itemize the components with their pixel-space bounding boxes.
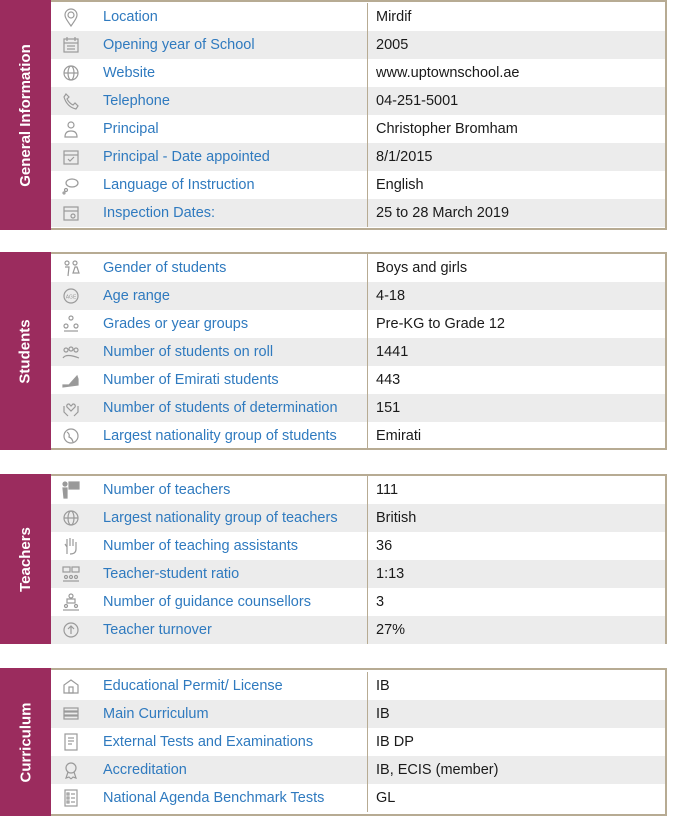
column-divider [367, 366, 368, 394]
column-divider [367, 31, 368, 59]
info-table [51, 252, 667, 450]
column-divider [367, 532, 368, 560]
row-value: 1:13 [376, 566, 405, 582]
column-divider [367, 254, 368, 282]
column-divider [367, 784, 368, 812]
calendar-search-icon [61, 203, 81, 223]
table-row [51, 588, 665, 616]
phone-icon [61, 91, 81, 111]
table-row [51, 338, 665, 366]
row-value: 04-251-5001 [376, 93, 459, 109]
table-row [51, 366, 665, 394]
row-label: Number of guidance counsellors [103, 594, 311, 610]
calendar-check-icon [61, 147, 81, 167]
table-row [51, 171, 665, 199]
teacher-board-icon [61, 480, 81, 500]
row-value: 151 [376, 400, 401, 416]
info-table [51, 474, 667, 644]
column-divider [367, 115, 368, 143]
column-divider [367, 728, 368, 756]
row-value: 111 [376, 482, 399, 498]
row-value: Emirati [376, 428, 422, 444]
speech-bubble-icon [61, 175, 81, 195]
table-row [51, 504, 665, 532]
table-row [51, 59, 665, 87]
checklist-icon [61, 788, 81, 808]
gender-icon [61, 258, 81, 278]
section-students [0, 252, 673, 450]
row-label: Teacher turnover [103, 622, 212, 638]
column-divider [367, 310, 368, 338]
column-divider [367, 756, 368, 784]
row-label: Largest nationality group of students [103, 428, 337, 444]
section-sidebar [0, 0, 51, 230]
row-label: Gender of students [103, 260, 227, 276]
table-row [51, 254, 665, 282]
table-row [51, 532, 665, 560]
section-sidebar [0, 668, 51, 816]
table-row [51, 199, 665, 227]
column-divider [367, 87, 368, 115]
column-divider [367, 504, 368, 532]
crowd-icon [61, 342, 81, 362]
section-sidebar [0, 474, 51, 644]
world-icon [61, 426, 81, 446]
section-title: Curriculum [17, 701, 35, 783]
row-value: British [376, 510, 417, 526]
table-row [51, 3, 665, 31]
table-row [51, 476, 665, 504]
table-row [51, 672, 665, 700]
row-value: 25 to 28 March 2019 [376, 205, 510, 221]
row-value: Pre-KG to Grade 12 [376, 316, 505, 332]
column-divider [367, 282, 368, 310]
uae-map-icon [61, 370, 81, 390]
globe-icon [61, 63, 81, 83]
row-value: Boys and girls [376, 260, 468, 276]
table-row [51, 784, 665, 812]
row-value: Christopher Bromham [376, 121, 518, 137]
row-label: Main Curriculum [103, 706, 209, 722]
row-value: 1441 [376, 344, 409, 360]
row-label: Age range [103, 288, 170, 304]
row-value: IB [376, 706, 390, 722]
row-label: Location [103, 9, 158, 25]
table-row [51, 756, 665, 784]
section-curriculum [0, 668, 673, 816]
row-label: Largest nationality group of teachers [103, 510, 338, 526]
table-row [51, 422, 665, 450]
turnover-icon [61, 620, 81, 640]
table-row [51, 115, 665, 143]
row-value: 443 [376, 372, 401, 388]
calendar-icon [61, 35, 81, 55]
globe-icon [61, 508, 81, 528]
column-divider [367, 171, 368, 199]
table-row [51, 728, 665, 756]
section-sidebar [0, 252, 51, 450]
row-value: 2005 [376, 37, 409, 53]
row-label: Website [103, 65, 156, 81]
row-label: National Agenda Benchmark Tests [103, 790, 325, 806]
row-value: 8/1/2015 [376, 149, 433, 165]
counsellor-icon [61, 592, 81, 612]
row-value: 3 [376, 594, 385, 610]
table-row [51, 616, 665, 644]
row-value: www.uptownschool.ae [376, 65, 520, 81]
row-label: Language of Instruction [103, 177, 255, 193]
row-label: Number of students on roll [103, 344, 274, 360]
column-divider [367, 560, 368, 588]
row-label: Opening year of School [103, 37, 255, 53]
row-value: GL [376, 790, 396, 806]
hand-icon [61, 536, 81, 556]
section-teachers [0, 474, 673, 644]
ratio-icon [61, 564, 81, 584]
row-value: 36 [376, 538, 393, 554]
row-label: Principal - Date appointed [103, 149, 270, 165]
row-label: Teacher-student ratio [103, 566, 240, 582]
column-divider [367, 143, 368, 171]
info-table [51, 0, 667, 230]
section-title: General Information [17, 43, 34, 187]
table-row [51, 282, 665, 310]
row-value: 27% [376, 622, 406, 638]
section-title: Students [17, 318, 35, 384]
age-icon [61, 286, 81, 306]
person-icon [61, 119, 81, 139]
exam-paper-icon [61, 732, 81, 752]
hands-heart-icon [61, 398, 81, 418]
grades-icon [61, 314, 81, 334]
row-label: Accreditation [103, 762, 187, 778]
row-label: Number of teachers [103, 482, 231, 498]
column-divider [367, 588, 368, 616]
row-value: Mirdif [376, 9, 412, 25]
row-value: IB, ECIS (member) [376, 762, 499, 778]
row-label: Number of Emirati students [103, 372, 279, 388]
table-row [51, 700, 665, 728]
row-label: Principal [103, 121, 159, 137]
svg-text:AGE: AGE [65, 294, 77, 301]
column-divider [367, 700, 368, 728]
row-label: Number of students of determination [103, 400, 338, 416]
info-table [51, 668, 667, 816]
column-divider [367, 199, 368, 227]
row-label: Educational Permit/ License [103, 678, 283, 694]
row-label: Number of teaching assistants [103, 538, 299, 554]
column-divider [367, 3, 368, 31]
row-label: Grades or year groups [103, 316, 249, 332]
column-divider [367, 394, 368, 422]
table-row [51, 87, 665, 115]
section-general-information [0, 0, 673, 230]
table-row [51, 560, 665, 588]
section-title: Teachers [17, 526, 35, 592]
award-icon [61, 760, 81, 780]
table-row [51, 310, 665, 338]
school-building-icon [61, 676, 81, 696]
table-row [51, 394, 665, 422]
row-value: 4-18 [376, 288, 406, 304]
column-divider [367, 422, 368, 450]
column-divider [367, 476, 368, 504]
column-divider [367, 59, 368, 87]
row-value: IB DP [376, 734, 414, 750]
column-divider [367, 616, 368, 644]
books-icon [61, 704, 81, 724]
row-value: English [376, 177, 424, 193]
table-row [51, 143, 665, 171]
location-icon [61, 7, 81, 27]
row-label: External Tests and Examinations [103, 734, 314, 750]
row-label: Telephone [103, 93, 170, 109]
row-value: IB [376, 678, 390, 694]
column-divider [367, 672, 368, 700]
column-divider [367, 338, 368, 366]
row-label: Inspection Dates: [103, 205, 216, 221]
table-row [51, 31, 665, 59]
